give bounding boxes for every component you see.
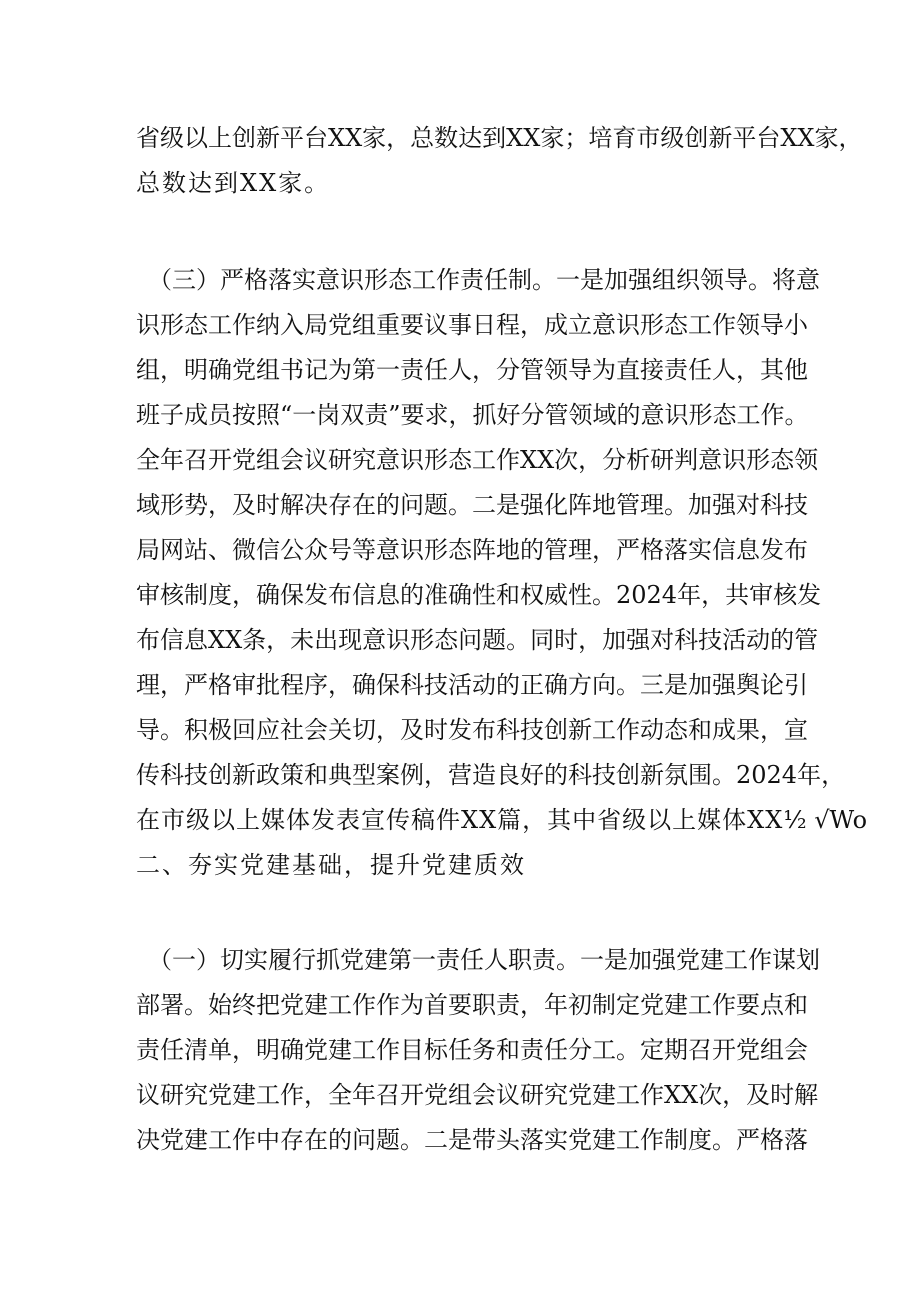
paragraph-line: 总数达到XX家。 [136,169,331,197]
paragraph-line: 责任清单，明确党建工作目标任务和责任分工。定期召开党组会 [136,1036,808,1064]
paragraph-text: 在市级以上媒体发表宣传稿件XX篇，其中省级以上媒体XX [136,806,784,834]
paragraph-line: 决党建工作中存在的问题。二是带头落实党建工作制度。严格落 [136,1126,808,1154]
paragraph-line [136,805,868,835]
paragraph-line: 导。积极回应社会关切，及时发布科技创新工作动态和成果，宣 [136,716,808,744]
paragraph-line: 识形态工作纳入局党组重要议事日程，成立意识形态工作领导小 [136,311,808,339]
garbled-text: ½ √Wo [783,806,868,834]
section-heading: 二、夯实党建基础，提升党建质效 [136,851,526,879]
paragraph-line: 组，明确党组书记为第一责任人，分管领导为直接责任人，其他 [136,356,808,384]
section-heading-line: （一）切实履行抓党建第一责任人职责。一是加强党建工作谋划 [148,946,820,974]
paragraph-line: 局网站、微信公众号等意识形态阵地的管理，严格落实信息发布 [136,536,808,564]
paragraph-line: 部署。始终把党建工作作为首要职责，年初制定党建工作要点和 [136,991,808,1019]
paragraph-line: 域形势，及时解决存在的问题。二是强化阵地管理。加强对科技 [136,491,808,519]
paragraph-line: 省级以上创新平台XX家，总数达到XX家；培育市级创新平台XX家， [136,124,863,152]
paragraph-line: 传科技创新政策和典型案例，营造良好的科技创新氛围。2024年， [136,761,846,789]
paragraph-line: 全年召开党组会议研究意识形态工作XX次，分析研判意识形态领 [136,446,819,474]
section-heading-line: （三）严格落实意识形态工作责任制。一是加强组织领导。将意 [148,266,820,294]
paragraph-line: 布信息XX条，未出现意识形态问题。同时，加强对科技活动的管 [136,626,819,654]
paragraph-line: 议研究党建工作，全年召开党组会议研究党建工作XX次，及时解 [136,1081,819,1109]
paragraph-line: 审核制度，确保发布信息的准确性和权威性。2024年，共审核发 [136,581,822,609]
paragraph-line: 班子成员按照“一岗双责”要求，抓好分管领域的意识形态工作。 [136,401,809,429]
paragraph-line: 理，严格审批程序，确保科技活动的正确方向。三是加强舆论引 [136,671,808,699]
